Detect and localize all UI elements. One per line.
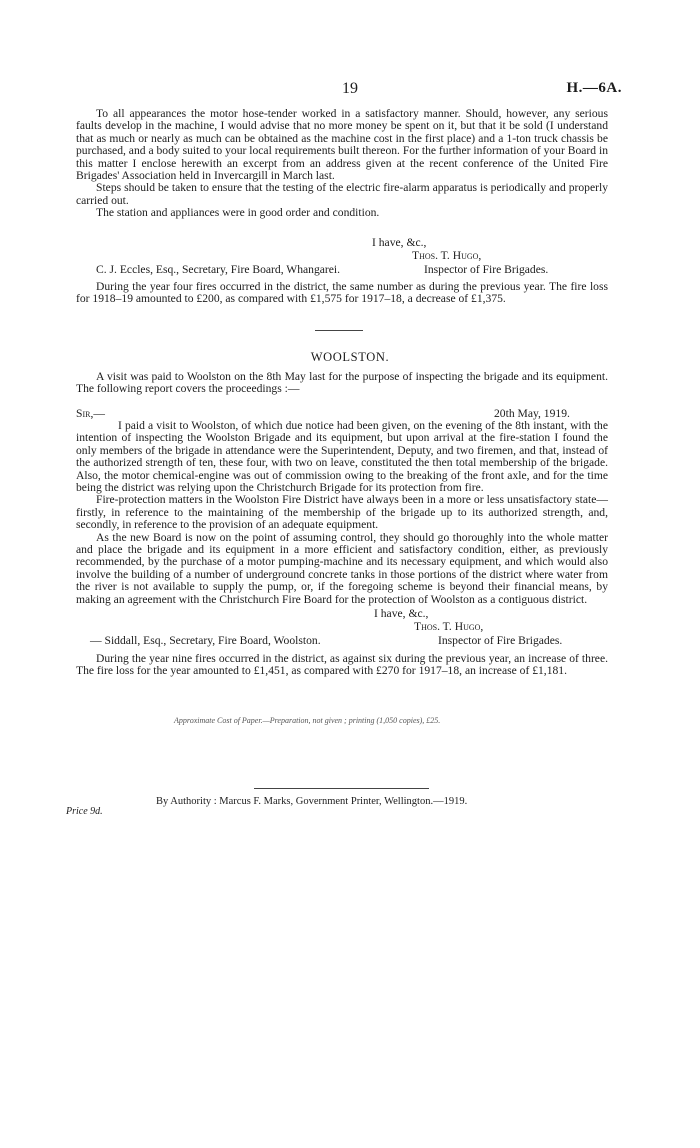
page-number: 19 (342, 80, 358, 97)
printer-authority: By Authority : Marcus F. Marks, Government Printer, Wellington.—1919. (156, 796, 468, 807)
section-divider (315, 330, 363, 331)
paragraph: I paid a visit to Woolston, of which due notice had been given, on the evening of the 8th instant, with the intention of inspecting the Woolston Brigade and its equipment, but upon arrival at the fire-station I found the only members of the brigade in attendance were the Superintendent, Deputy, and two firemen, and that, instead of the authorized strength of ten, these four, with two on leave, constituted the then total membership of the brigade. Also, the motor chemical-engine was out of commission owing to the breaking of the front axle, and for the time being the district was relying upon the Christchurch Brigade for its protection from fire. (76, 419, 608, 495)
woolston-report-body (76, 420, 608, 606)
whangarei-report-body (76, 108, 608, 220)
woolston-intro (76, 371, 608, 396)
closing-line: I have, &c., (374, 607, 429, 620)
paragraph: Fire-protection matters in the Woolston Fire District have always been in a more or less unsatisfactory state—firstly, in reference to the maintaining of the membership of the brigade up to its authorized strength, and, secondly, in reference to the provision of an adequate equipment. (76, 493, 608, 532)
paragraph: To all appearances the motor hose-tender worked in a satisfactory manner. Should, however, any serious faults develop in the machine, I would advise that no more money be spent on it, but that it be sold (I understand that as much or nearly as much can be obtained as the machine cost in the first place) and a 1-ton truck chassis be purchased, and a body suited to your local requirements built thereon. For the further information of your Board in this matter I enclose herewith an excerpt from an address given at the recent conference of the United Fire Brigades' Association held in Invercargill in March last. (76, 107, 608, 183)
paragraph: During the year nine fires occurred in the district, as against six during the previous year, an increase of three. The fire loss for the year amounted to £1,451, as compared with £270 for 1917–18, an increase of £1,181. (76, 652, 608, 678)
letter-date: 20th May, 1919. (494, 407, 570, 420)
paragraph: As the new Board is now on the point of assuming control, they should go thoroughly into the whole matter and place the brigade and its equipment in a more efficient and satisfactory condition, either, as previously recommended, by the purchase of a motor pumping-machine and its necessary equipment, and which would also involve the building of a number of underground concrete tanks in those portions of the district where water from the river is not available to supply the pump, or, if the foregoing scheme is beyond their financial means, by making an agreement with the Christchurch Fire Board for the protection of Woolston as a contiguous district. (76, 530, 608, 606)
addressee-line: C. J. Eccles, Esq., Secretary, Fire Board, Whangarei. (96, 263, 341, 276)
footer-divider (254, 788, 429, 789)
paragraph: Steps should be taken to ensure that the testing of the electric fire-alarm apparatus is periodically and properly carried out. (76, 181, 608, 207)
woolston-fire-summary (76, 653, 608, 678)
closing-line: I have, &c., (372, 236, 427, 249)
signatory-name: Thos. T. Hugo, (414, 620, 484, 633)
signatory-title: Inspector of Fire Brigades. (438, 634, 563, 647)
signatory-name: Thos. T. Hugo, (412, 249, 482, 262)
paragraph: During the year four fires occurred in the district, the same number as during the previous year. The fire loss for 1918–19 amounted to £200, as compared with £1,575 for 1917–18, a decrease of £1,375. (76, 280, 608, 306)
whangarei-fire-summary (76, 281, 608, 306)
price-label: Price 9d. (66, 806, 103, 817)
addressee-line: — Siddall, Esq., Secretary, Fire Board, Woolston. (90, 634, 321, 647)
section-heading-woolston: WOOLSTON. (310, 350, 390, 364)
cost-note: Approximate Cost of Paper.—Preparation, not given ; printing (1,050 copies), £25. (174, 716, 441, 725)
paragraph: The station and appliances were in good order and condition. (96, 206, 380, 220)
document-reference: H.—6A. (566, 80, 622, 96)
signatory-title: Inspector of Fire Brigades. (424, 263, 549, 276)
paragraph: A visit was paid to Woolston on the 8th May last for the purpose of inspecting the brigade and its equipment. The following report covers the proceedings :— (76, 370, 608, 396)
salutation: Sir,— (76, 407, 105, 420)
